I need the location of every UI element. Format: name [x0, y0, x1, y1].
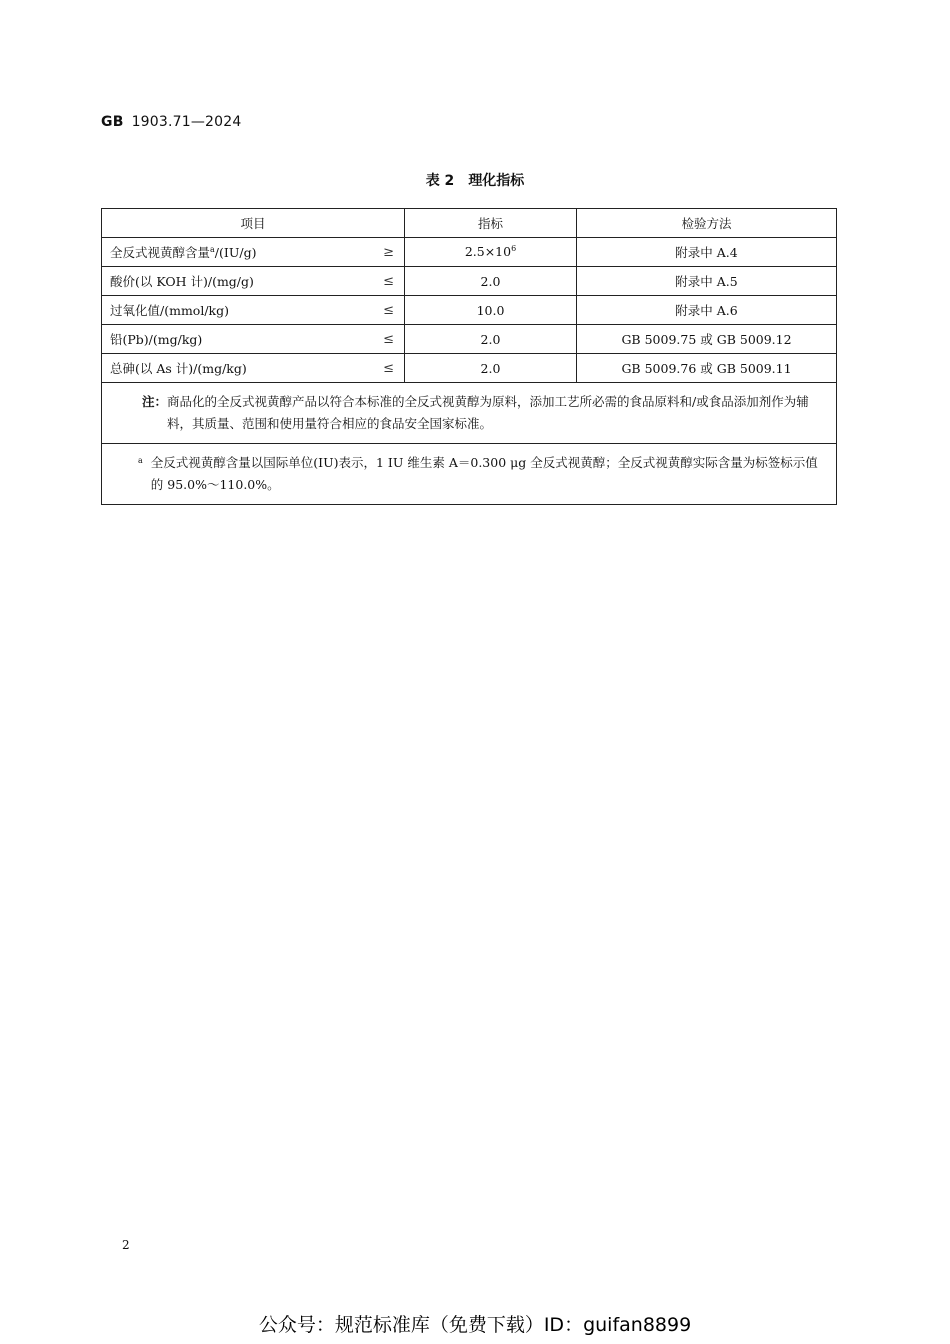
comparator: ≤	[383, 331, 394, 347]
item-cell	[102, 267, 405, 296]
column-header-item: 项目	[102, 209, 405, 238]
column-header-indicator: 指标	[405, 209, 577, 238]
table-header-row	[102, 209, 837, 238]
method-cell: GB 5009.76 或 GB 5009.11	[577, 354, 837, 383]
comparator: ≥	[383, 244, 394, 260]
indicator-cell: 2.0	[405, 325, 577, 354]
footnote-mark: a	[138, 456, 143, 465]
note-label: 注：	[142, 394, 168, 409]
column-header-method: 检验方法	[577, 209, 837, 238]
note-row	[102, 383, 837, 444]
item-cell	[102, 325, 405, 354]
footnote-ref: a	[210, 244, 215, 254]
note-text: 商品化的全反式视黄醇产品以符合本标准的全反式视黄醇为原料，添加工艺所必需的食品原料和/或食品添加剂作为辅料，其质量、范围和使用量符合相应的食品安全国家标准。	[167, 394, 809, 431]
indicator-cell: $2.5\times 10^6$	[405, 238, 577, 267]
method-cell: 附录中 A.5	[577, 267, 837, 296]
item-label: 全反式视黄醇含量$^a$/(IU/g)	[110, 244, 257, 260]
method-cell: GB 5009.75 或 GB 5009.12	[577, 325, 837, 354]
table-row	[102, 354, 837, 383]
footnote-row	[102, 444, 837, 505]
table-row	[102, 238, 837, 267]
comparator: ≤	[383, 302, 394, 318]
table-number: 表 2	[425, 173, 455, 189]
footnote-cell	[102, 444, 837, 505]
note-cell	[102, 383, 837, 444]
indicator-cell: 2.0	[405, 354, 577, 383]
document-code	[101, 114, 242, 130]
item-label: 总砷(以 As 计)/(mg/kg)	[110, 361, 247, 376]
item-label: 过氧化值/(mmol/kg)	[110, 303, 229, 318]
comparator: ≤	[383, 273, 394, 289]
item-label: 酸价(以 KOH 计)/(mg/g)	[110, 274, 254, 289]
standard-number: 1903.71—2024	[131, 114, 242, 130]
watermark-text: 公众号：规范标准库（免费下载）ID：guifan8899	[258, 1314, 692, 1336]
table-row	[102, 325, 837, 354]
method-cell: 附录中 A.4	[577, 238, 837, 267]
table-row	[102, 296, 837, 325]
table-row	[102, 267, 837, 296]
page-number: 2	[122, 1238, 130, 1252]
comparator: ≤	[383, 360, 394, 376]
physicochemical-table	[101, 208, 837, 505]
item-cell	[102, 238, 405, 267]
table-title	[0, 170, 950, 190]
method-cell: 附录中 A.6	[577, 296, 837, 325]
table-caption: 理化指标	[468, 173, 525, 189]
footnote-text: 全反式视黄醇含量以国际单位(IU)表示，1 IU 维生素 A＝0.300 μg 全反式视黄醇；全反式视黄醇实际含量为标签标示值的 95.0%～110.0%。	[150, 455, 818, 492]
item-label: 铅(Pb)/(mg/kg)	[110, 332, 203, 347]
item-cell	[102, 296, 405, 325]
item-cell	[102, 354, 405, 383]
indicator-cell: 2.0	[405, 267, 577, 296]
indicator-cell: 10.0	[405, 296, 577, 325]
standard-prefix: GB	[101, 114, 124, 130]
